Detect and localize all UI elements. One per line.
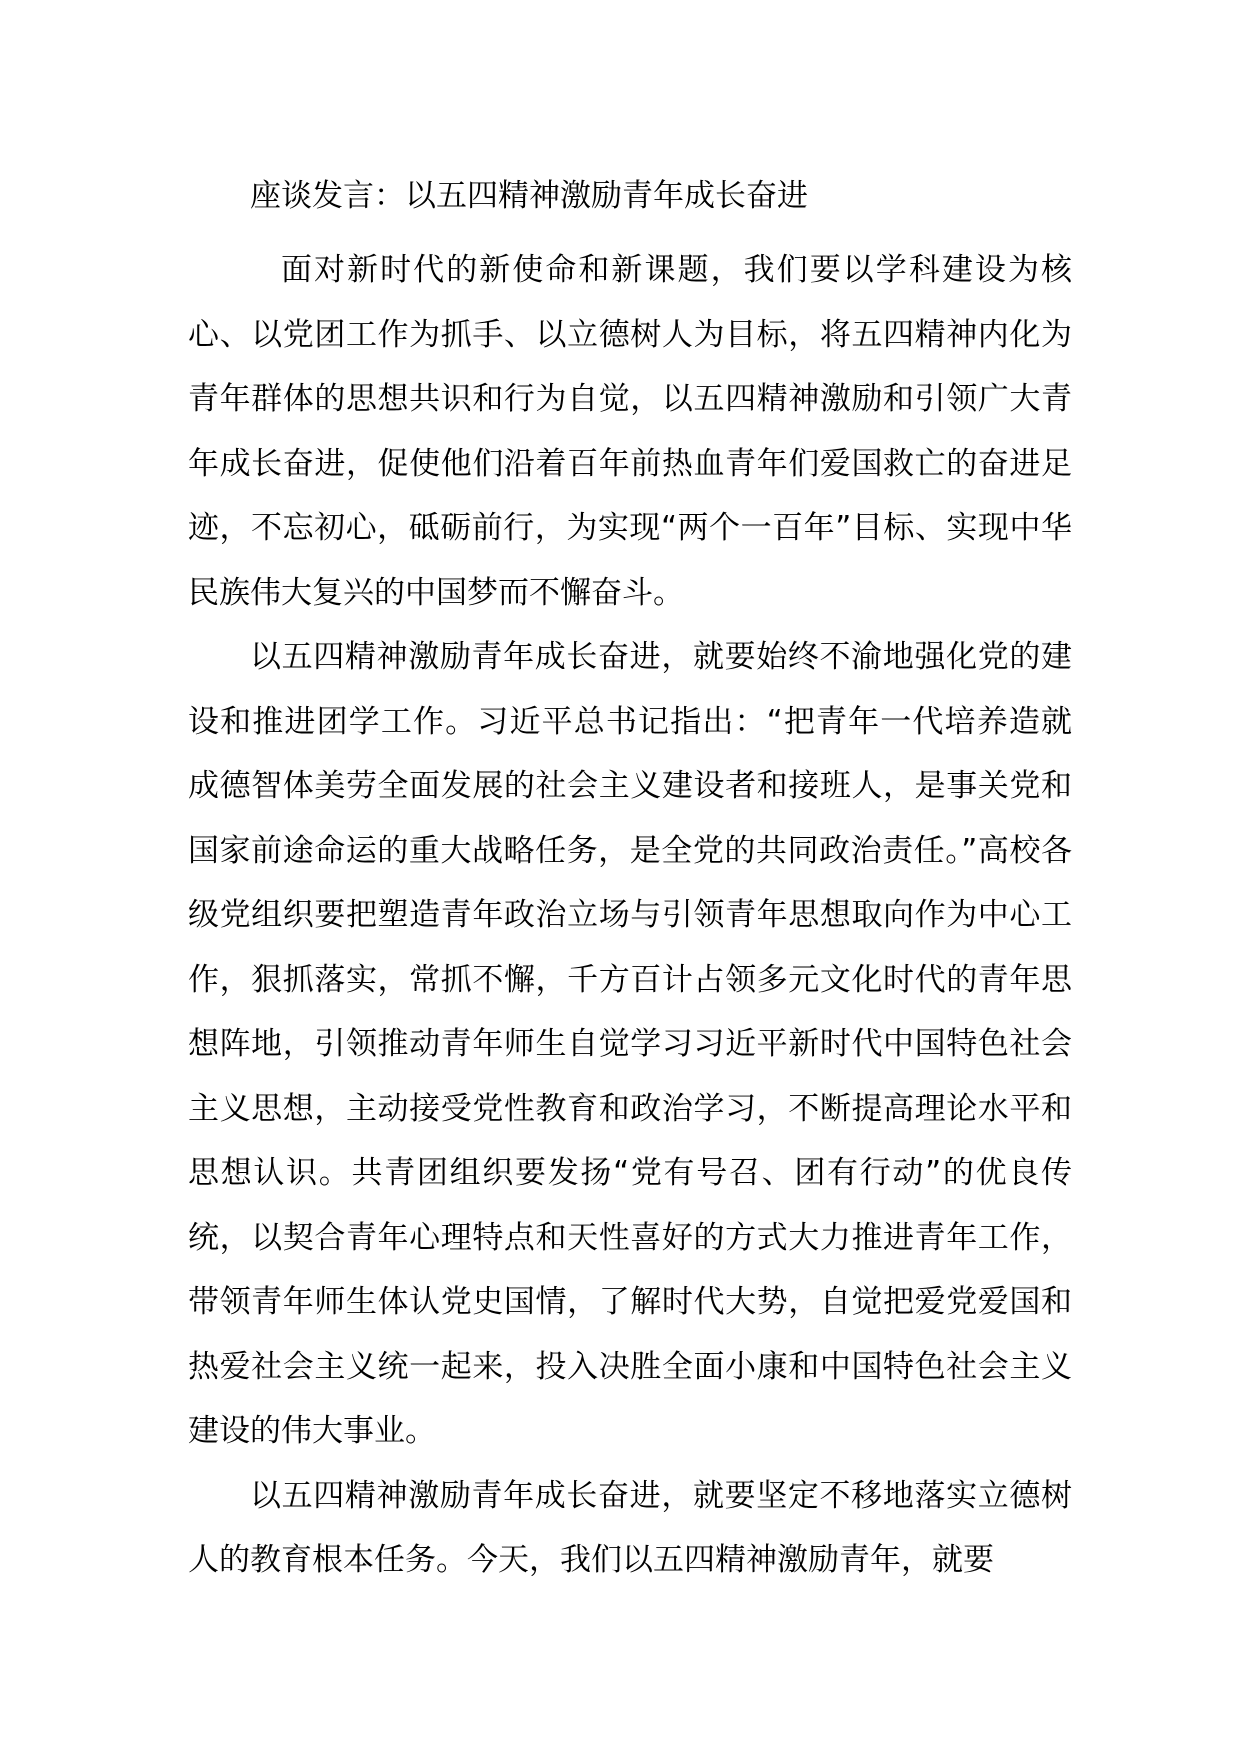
paragraph-2: 以五四精神激励青年成长奋进，就要始终不渝地强化党的建设和推进团学工作。习近平总书记指出：“把青年一代培养造就成德智体美劳全面发展的社会主义建设者和接班人，是事关党和国家前途命运的重大战略任务，是全党的共同政治责任。”高校各级党组织要把塑造青年政治立场与引领青年思想取向作为中心工作，狠抓落实，常抓不懈，千方百计占领多元文化时代的青年思想阵地，引领推动青年师生自觉学习习近平新时代中国特色社会主义思想，主动接受党性教育和政治学习，不断提高理论水平和思想认识。共青团组织要发扬“党有号召、团有行动”的优良传统，以契合青年心理特点和天性喜好的方式大力推进青年工作，带领青年师生体认党史国情，了解时代大势，自觉把爱党爱国和热爱社会主义统一起来，投入决胜全面小康和中国特色社会主义建设的伟大事业。 xyxy=(188,639,1072,1449)
document-title: 座谈发言：以五四精神激励青年成长奋进 xyxy=(250,178,808,214)
paragraph-3: 以五四精神激励青年成长奋进，就要坚定不移地落实立德树人的教育根本任务。今天，我们以五四精神激励青年，就要 xyxy=(188,1477,1072,1578)
document-body xyxy=(188,238,1072,1593)
paragraph-1: 面对新时代的新使命和新课题，我们要以学科建设为核心、以党团工作为抓手、以立德树人为目标，将五四精神内化为青年群体的思想共识和行为自觉，以五四精神激励和引领广大青年成长奋进，促使他们沿着百年前热血青年们爱国救亡的奋进足迹，不忘初心，砥砺前行，为实现“两个一百年”目标、实现中华民族伟大复兴的中国梦而不懈奋斗。 xyxy=(188,252,1072,611)
